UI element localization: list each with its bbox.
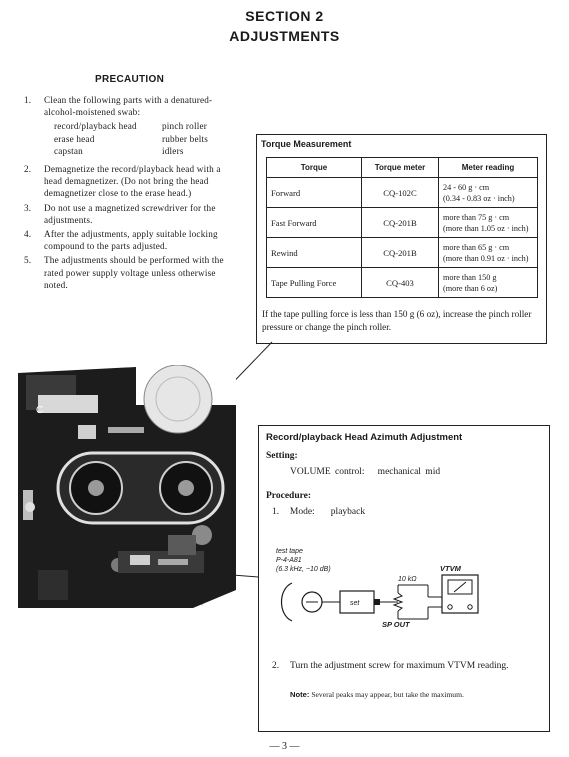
set-label: set [350, 600, 360, 607]
reading-value-imperial: (more than 1.05 oz · inch) [443, 223, 529, 233]
note-text: Several peaks may appear, but take the maximum. [311, 690, 464, 699]
reading-value: more than 150 g [443, 272, 497, 282]
section-number: SECTION 2 [245, 8, 324, 24]
reading-value: more than 75 g · cm [443, 212, 510, 222]
torque-cell: Fast Forward [267, 208, 362, 238]
column-header: Torque meter [362, 158, 439, 178]
test-tape-code: P-4-A81 [276, 557, 302, 564]
step-number: 2. [272, 661, 280, 671]
precaution-number: 3. [24, 202, 32, 213]
part-item: record/playback head [54, 121, 137, 132]
test-setup-diagram [270, 545, 490, 635]
reading-value: more than 65 g · cm [443, 242, 510, 252]
sp-out-label: SP OUT [382, 620, 410, 629]
svg-text:C: C [36, 405, 44, 416]
column-header: Torque [267, 158, 362, 178]
reading-value-imperial: (0.34 - 0.83 oz · inch) [443, 193, 515, 203]
test-tape-spec: (6.3 kHz, −10 dB) [276, 566, 331, 573]
meter-cell: CQ-102C [362, 178, 439, 208]
precaution-heading: PRECAUTION [95, 74, 165, 85]
precaution-number: 2. [24, 164, 32, 175]
torque-cell: Rewind [267, 238, 362, 268]
precaution-number: 1. [24, 95, 32, 105]
precaution-text: Clean the following parts with a denatured-alcohol-moistened swab: [44, 95, 213, 118]
reading-value: 24 - 60 g · cm [443, 182, 490, 192]
sp-out-jack-icon [374, 599, 380, 605]
meter-cell: CQ-201B [362, 208, 439, 238]
test-tape-label: test tape [276, 548, 303, 555]
procedure-step [272, 660, 512, 673]
precaution-text: Demagnetize the record/playback head with a head demagnetizer. (Do not bring the head demagnetizer close to the erase head.) [44, 164, 221, 199]
meter-cell: CQ-201B [362, 238, 439, 268]
precaution-text: The adjustments should be performed with the rated power supply voltage unless otherwise noted. [44, 255, 224, 290]
page-title: ADJUSTMENTS [229, 28, 340, 44]
meter-cell: CQ-403 [362, 268, 439, 298]
precaution-text: Do not use a magnetized screwdriver for the adjustments. [44, 202, 216, 225]
note-label: Note: [290, 690, 310, 699]
procedure-step [272, 507, 365, 517]
page-number: — 3 — [269, 741, 300, 752]
photo-caption: † ʻ [200, 598, 209, 607]
vtvm-label: VTVM [440, 564, 461, 573]
tape-reel-icon [282, 583, 293, 621]
reading-value-imperial: (more than 0.91 oz · inch) [443, 253, 529, 263]
step-text: Mode: playback [289, 507, 366, 517]
setting-label: Setting: [266, 451, 298, 461]
procedure-label: Procedure: [266, 491, 312, 501]
part-item: pinch roller [162, 121, 208, 132]
step-text: Turn the adjustment screw for maximum VTVM reading. [290, 661, 509, 671]
step-number: 1. [272, 507, 280, 517]
azimuth-note [290, 690, 490, 700]
azimuth-heading: Record/playback Head Azimuth Adjustment [266, 432, 463, 443]
torque-cell: Forward [267, 178, 362, 208]
torque-cell: Tape Pulling Force [267, 268, 362, 298]
resistor-label: 10 kΩ [398, 576, 417, 583]
setting-text: VOLUME control: mechanical mid [290, 467, 441, 477]
torque-heading: Torque Measurement [261, 139, 352, 149]
part-item: capstan [54, 145, 83, 156]
precaution-number: 5. [24, 255, 32, 266]
precaution-number: 4. [24, 229, 32, 240]
torque-note: If the tape pulling force is less than 150 g (6 oz), increase the pinch roller pressure or change the pinch roller. [262, 309, 532, 332]
part-item: idlers [162, 145, 184, 156]
reading-value-imperial: (more than 6 oz) [443, 283, 498, 293]
part-item: erase head [54, 133, 95, 144]
column-header: Meter reading [439, 158, 538, 178]
cassette-mechanism-photo [18, 365, 236, 608]
precaution-text: After the adjustments, apply suitable locking compound to the parts adjusted. [44, 229, 218, 252]
part-item: rubber belts [162, 133, 209, 144]
